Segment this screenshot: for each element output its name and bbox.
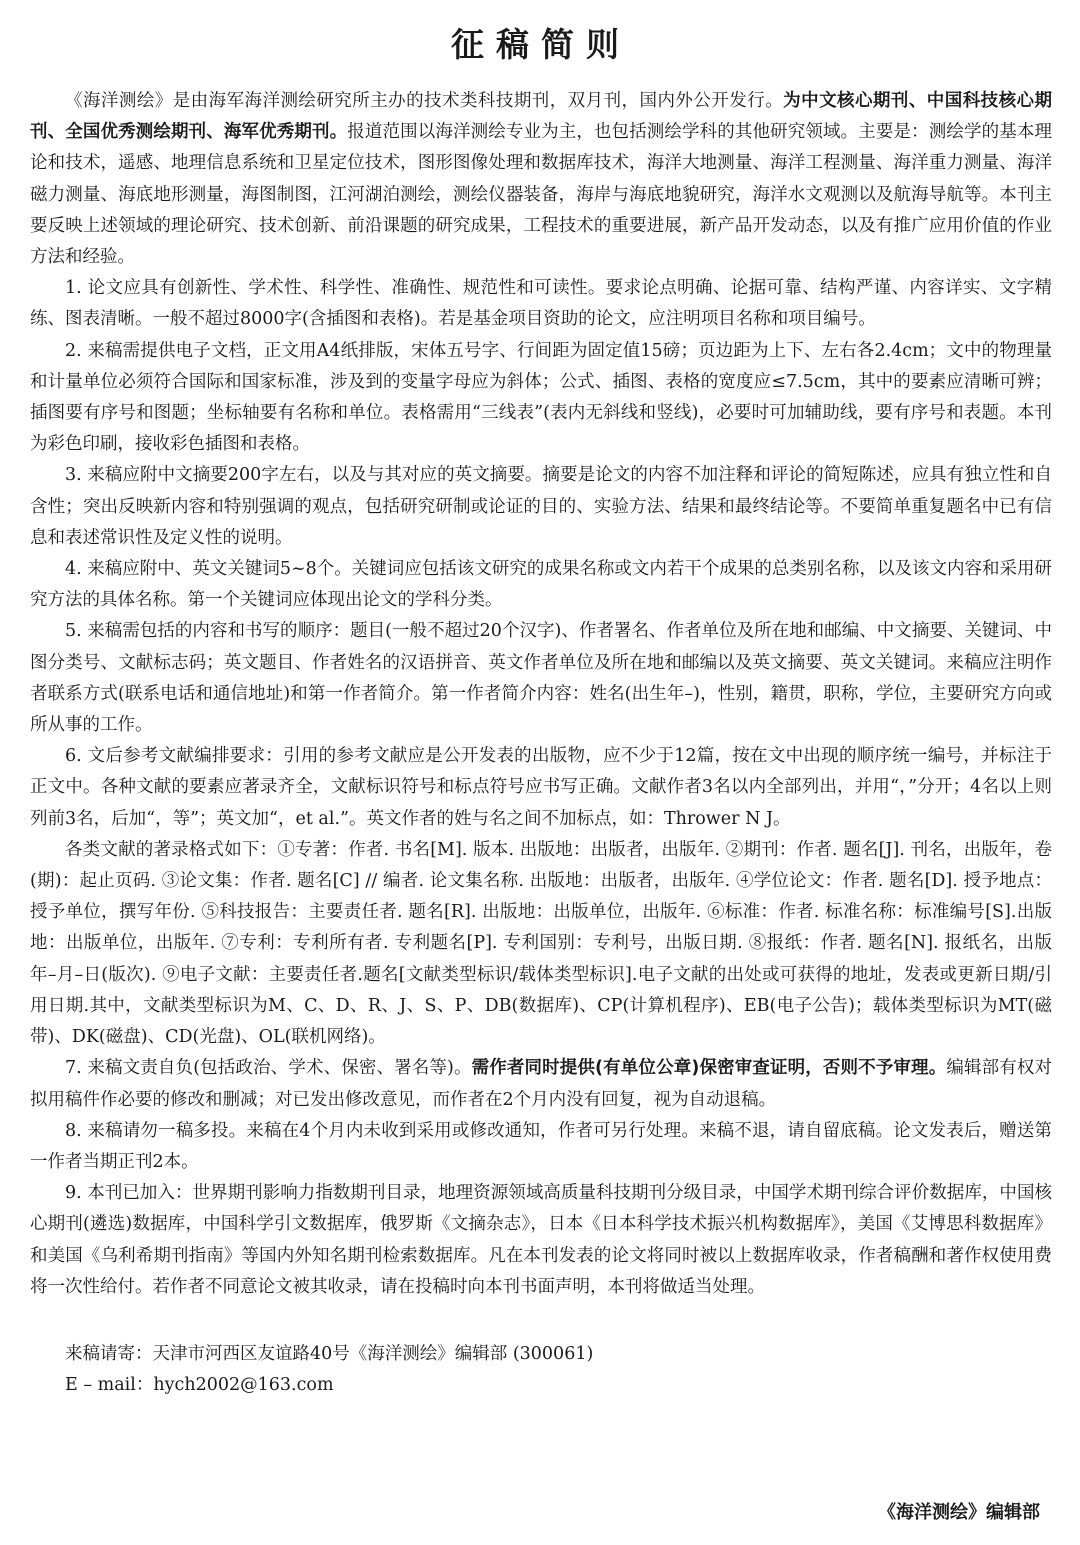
email-address: E – mail：hych2002@163.com — [65, 1374, 334, 1395]
contact-block — [30, 1339, 1052, 1401]
rule-9-paragraph: 9. 本刊已加入：世界期刊影响力指数期刊目录，地理资源领域高质量科技期刊分级目录，中国学术期刊综合评价数据库，中国核心期刊(遴选)数据库，中国科学引文数据库，俄罗斯《文摘杂志》，日本《日本科学技术振兴机构数据库》，美国《艾博思科数据库》和美国《乌利希期刊指南》等国内外知名期刊检索数据库。凡在本刊发表的论文将同时被以上数据库收录，作者稿酬和著作权使用费将一次性给付。若作者不同意论文被其收录，请在投稿时向本刊书面声明，本刊将做适当处理。 — [30, 1183, 1052, 1297]
rule-8-paragraph: 8. 来稿请勿一稿多投。来稿在4个月内未收到采用或修改通知，作者可另行处理。来稿不退，请自留底稿。论文发表后，赠送第一作者当期正刊2本。 — [30, 1120, 1052, 1172]
rule-3-paragraph: 3. 来稿应附中文摘要200字左右，以及与其对应的英文摘要。摘要是论文的内容不加注释和评论的简短陈述，应具有独立性和自含性；突出反映新内容和特别强调的观点，包括研究研制或论证的目的、实验方法、结果和最终结论等。不要简单重复题名中已有信息和表述常识性及定义性的说明。 — [30, 465, 1052, 548]
rule-7-security-text: 需作者同时提供(有单位公章)保密审查证明，否则不予审理。 — [471, 1058, 947, 1079]
intro-text-1: 《海洋测绘》是由海军海洋测绘研究所主办的技术类科技期刊，双月刊，国内外公开发行。 — [65, 91, 784, 111]
rule-7-text-1: 7. 来稿文责自负(包括政治、学术、保密、署名等)。 — [65, 1058, 472, 1079]
mailing-address: 来稿请寄：天津市河西区友谊路40号《海洋测绘》编辑部 (300061) — [65, 1343, 594, 1364]
rule-1-paragraph: 1. 论文应具有创新性、学术性、科学性、准确性、规范性和可读性。要求论点明确、论据可靠、结构严谨、内容详实、文字精练、图表清晰。一般不超过8000字(含插图和表格)。若是基金项目资助的论文，应注明项目名称和项目编号。 — [30, 278, 1052, 330]
rule-2-paragraph: 2. 来稿需提供电子文档，正文用A4纸排版，宋体五号字、行间距为固定值15磅；页边距为上下、左右各2.4cm；文中的物理量和计量单位必须符合国际和国家标准，涉及到的变量字母应为斜体；公式、插图、表格的宽度应≤7.5cm，其中的要素应清晰可辨；插图要有序号和图题；坐标轴要有名称和单位。表格需用“三线表”(表内无斜线和竖线)，必要时可加辅助线，要有序号和表题。本刊为彩色印刷，接收彩色插图和表格。 — [30, 340, 1052, 455]
editorial-signature: 《海洋测绘》编辑部 — [878, 1502, 1040, 1523]
rule-4-paragraph: 4. 来稿应附中、英文关键词5~8个。关键词应包括该文研究的成果名称或文内若干个成果的总类别名称，以及该文内容和采用研究方法的具体名称。第一个关键词应体现出论文的学科分类。 — [30, 559, 1052, 611]
rule-6-paragraph: 6. 文后参考文献编排要求：引用的参考文献应是公开发表的出版物，应不少于12篇，按在文中出现的顺序统一编号，并标注于正文中。各种文献的要素应著录齐全，文献标识符号和标点符号应书写正确。文献作者3名以内全部列出，并用“，”分开；4名以上则列前3名，后加“，等”；英文加“，et al.”。英文作者的姓与名之间不加标点，如：Thrower N J。 — [30, 746, 1052, 829]
intro-paragraph — [30, 86, 1052, 273]
page-title: 征稿简则 — [451, 25, 631, 64]
rule-7-paragraph — [30, 1053, 1052, 1115]
intro-text-3: 报道范围以海洋测绘专业为主，也包括测绘学科的其他研究领域。主要是：测绘学的基本理论和技术，遥感、地理信息系统和卫星定位技术，图形图像处理和数据库技术，海洋大地测量、海洋工程测量、海洋重力测量、海洋磁力测量、海底地形测量，海图制图，江河湖泊测绘，测绘仪器装备，海岸与海底地貌研究，海洋水文观测以及航海导航等。本刊主要反映上述领域的理论研究、技术创新、前沿课题的研究成果，工程技术的重要进展，新产品开发动态，以及有推广应用价值的作业方法和经验。 — [30, 122, 1053, 268]
rule-7-text-3: 编辑部有权对拟用稿件作必要的修改和删减；对已发出修改意见，而作者在2个月内没有回复，视为自动退稿。 — [30, 1058, 1052, 1110]
intro-core-journal-text: 为中文核心期刊、中国科技核心期刊、全国优秀测绘期刊、海军优秀期刊。 — [30, 91, 1053, 143]
reference-format-paragraph: 各类文献的著录格式如下：①专著：作者. 书名[M]. 版本. 出版地：出版者，出版年. ②期刊：作者. 题名[J]. 刊名，出版年，卷(期)：起止页码. ③论文集：作者. 题名[C] // 编者. 论文集名称. 出版地：出版者，出版年. ④学位论文：作者. 题名[D]. 授予地点：授予单位，撰写年份. ⑤科技报告：主要责任者. 题名[R]. 出版地：出版单位，出版年. ⑥标准：作者. 标准名称：标准编号[S].出版地：出版单位，出版年. ⑦专利：专利所有者. 专利题名[P]. 专利国别：专利号，出版日期. ⑧报纸：作者. 题名[N]. 报纸名，出版年–月–日(版次). ⑨电子文献：主要责任者.题名[文献类型标识/载体类型标识].电子文献的出处或可获得的地址，发表或更新日期/引用日期.其中，文献类型标识为M、C、D、R、J、S、P、DB(数据库)、CP(计算机程序)、EB(电子公告)；载体类型标识为MT(磁带)、DK(磁盘)、CD(光盘)、OL(联机网络)。 — [30, 839, 1052, 1048]
document-body — [30, 86, 1052, 1303]
rule-5-paragraph: 5. 来稿需包括的内容和书写的顺序：题目(一般不超过20个汉字)、作者署名、作者单位及所在地和邮编、中文摘要、关键词、中图分类号、文献标志码；英文题目、作者姓名的汉语拼音、英文作者单位及所在地和邮编以及英文摘要、英文关键词。来稿应注明作者联系方式(联系电话和通信地址)和第一作者简介。第一作者简介内容：姓名(出生年–)，性别，籍贯，职称，学位，主要研究方向或所从事的工作。 — [30, 621, 1052, 736]
